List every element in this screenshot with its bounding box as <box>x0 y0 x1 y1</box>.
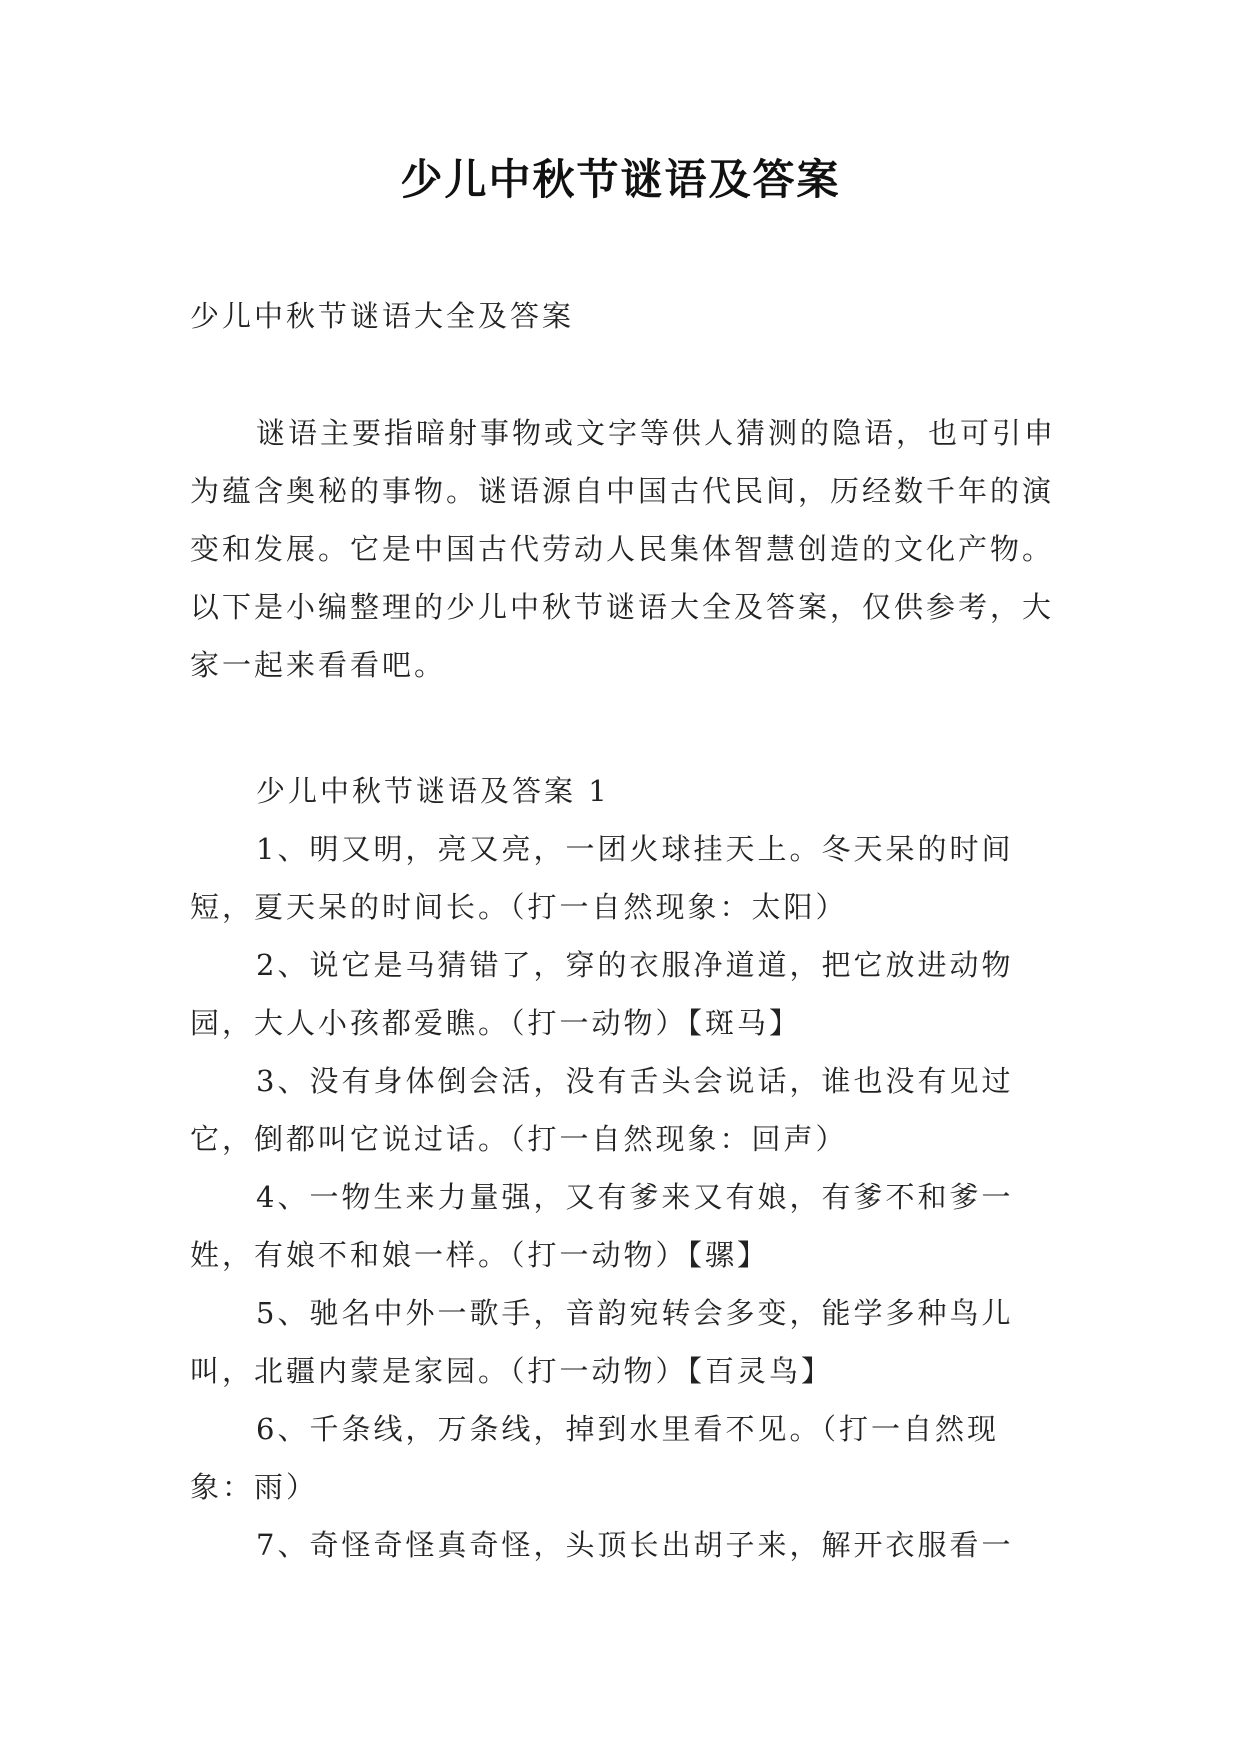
riddle-item: 2、说它是马猜错了，穿的衣服净道道，把它放进动物园，大人小孩都爱瞧。（打一动物）【斑马】 <box>190 948 1014 1040</box>
riddle-list <box>190 762 1056 1574</box>
riddle-item: 3、没有身体倒会活，没有舌头会说话，谁也没有见过它，倒都叫它说过话。（打一自然现象：回声） <box>190 1064 1014 1156</box>
riddle-item: 1、明又明，亮又亮，一团火球挂天上。冬天呆的时间短，夏天呆的时间长。（打一自然现象：太阳） <box>190 832 1014 924</box>
riddle-item: 4、一物生来力量强，又有爹来又有娘，有爹不和爹一姓，有娘不和娘一样。（打一动物）【骡】 <box>190 1180 1014 1272</box>
riddle-item: 7、奇怪奇怪真奇怪，头顶长出胡子来，解开衣服看一 <box>256 1528 1014 1562</box>
riddle-item: 5、驰名中外一歌手，音韵宛转会多变，能学多种鸟儿叫，北疆内蒙是家园。（打一动物）【百灵鸟】 <box>190 1296 1014 1388</box>
section-heading: 少儿中秋节谜语及答案 1 <box>256 774 610 808</box>
page-title: 少儿中秋节谜语及答案 <box>400 155 841 204</box>
intro-paragraph: 谜语主要指暗射事物或文字等供人猜测的隐语，也可引申为蕴含奥秘的事物。谜语源自中国古代民间，历经数千年的演变和发展。它是中国古代劳动人民集体智慧创造的文化产物。以下是小编整理的少儿中秋节谜语大全及答案，仅供参考，大家一起来看看吧。 <box>190 416 1057 682</box>
riddle-item: 6、千条线，万条线，掉到水里看不见。（打一自然现象：雨） <box>190 1412 999 1504</box>
document-subtitle: 少儿中秋节谜语大全及答案 <box>190 299 575 333</box>
